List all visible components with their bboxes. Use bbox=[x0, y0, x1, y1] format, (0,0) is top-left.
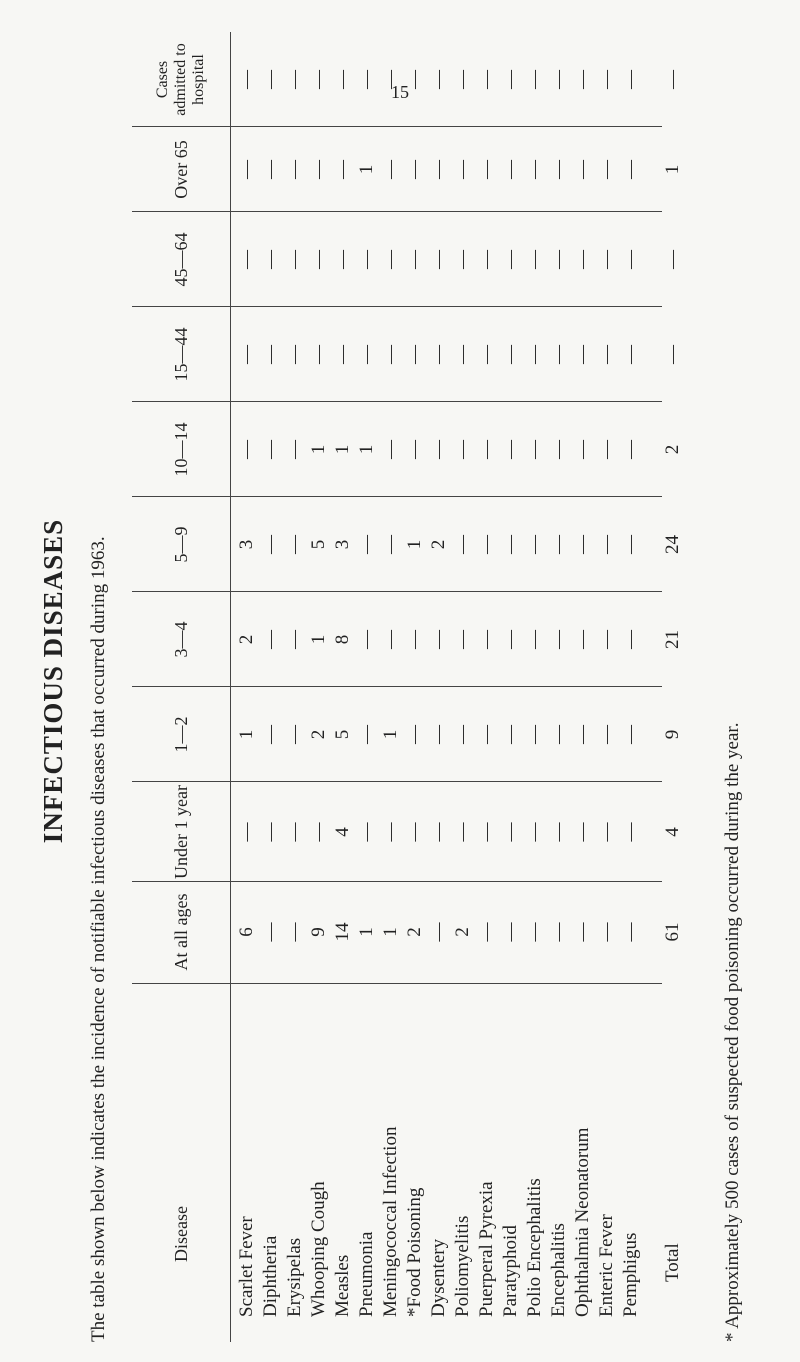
table-cell: — bbox=[404, 70, 425, 89]
table-cell: — bbox=[284, 822, 305, 842]
table-cell: — bbox=[260, 70, 281, 89]
table-row bbox=[356, 32, 380, 1342]
table-cell: 1 bbox=[380, 729, 401, 740]
table-cell: — bbox=[428, 725, 449, 744]
table-cell: — bbox=[596, 822, 617, 842]
table-cell: — bbox=[500, 160, 521, 179]
table-cell: — bbox=[596, 70, 617, 89]
table-cell: — bbox=[476, 725, 497, 744]
footnote: * Approximately 500 cases of suspected food poisoning occurred during the year. bbox=[722, 722, 743, 1342]
table-cell: — bbox=[428, 922, 449, 942]
table-cell: 5 bbox=[308, 539, 329, 550]
table-cell: — bbox=[620, 160, 641, 179]
total-row bbox=[662, 32, 686, 1342]
table-cell: 2 bbox=[452, 927, 473, 937]
table-cell: — bbox=[332, 160, 353, 179]
table-cell: — bbox=[260, 345, 281, 364]
table-cell: — bbox=[500, 535, 521, 554]
table-cell: — bbox=[500, 440, 521, 459]
table-cell: — bbox=[572, 440, 593, 459]
table-cell: — bbox=[380, 440, 401, 459]
header-rule bbox=[230, 32, 231, 1342]
table-cell: — bbox=[548, 822, 569, 842]
table-cell: 3 bbox=[332, 539, 353, 550]
table-cell: — bbox=[524, 725, 545, 744]
table-cell: — bbox=[620, 440, 641, 459]
table-row bbox=[236, 32, 260, 1342]
table-cell: — bbox=[548, 630, 569, 649]
table-cell: 9 bbox=[662, 729, 683, 740]
table-cell: — bbox=[236, 345, 257, 364]
disease-name: Polio Encephalitis bbox=[524, 1178, 545, 1317]
table-cell: — bbox=[596, 535, 617, 554]
table-cell: — bbox=[500, 345, 521, 364]
table-cell: 9 bbox=[308, 927, 329, 937]
header-5-9: 5—9 bbox=[170, 526, 191, 563]
table-cell: — bbox=[620, 922, 641, 942]
disease-name: Pemphigus bbox=[620, 1232, 641, 1317]
table-cell: — bbox=[332, 70, 353, 89]
table-cell: — bbox=[236, 822, 257, 842]
table-cell: — bbox=[260, 725, 281, 744]
table-cell: 1 bbox=[356, 444, 377, 455]
table-cell: 4 bbox=[662, 827, 683, 837]
table-cell: — bbox=[308, 160, 329, 179]
table-cell: — bbox=[572, 70, 593, 89]
table-cell: — bbox=[452, 822, 473, 842]
table-cell: — bbox=[620, 725, 641, 744]
table-cell: — bbox=[662, 345, 683, 364]
table-cell: 8 bbox=[332, 634, 353, 645]
header-admitted: Cases admitted to hospital bbox=[154, 43, 207, 116]
table-cell: — bbox=[620, 250, 641, 269]
table-cell: — bbox=[524, 535, 545, 554]
table-cell: — bbox=[572, 535, 593, 554]
table-cell: — bbox=[332, 345, 353, 364]
table-cell: — bbox=[404, 630, 425, 649]
table-cell: — bbox=[356, 535, 377, 554]
table-cell: — bbox=[524, 922, 545, 942]
table-cell: — bbox=[284, 160, 305, 179]
table-cell: — bbox=[476, 440, 497, 459]
table-cell: — bbox=[596, 630, 617, 649]
table-cell: 24 bbox=[662, 535, 683, 554]
disease-name: Enteric Fever bbox=[596, 1214, 617, 1317]
table-cell: — bbox=[620, 70, 641, 89]
table-cell: 3 bbox=[236, 539, 257, 550]
disease-name: Erysipelas bbox=[284, 1237, 305, 1317]
table-cell: — bbox=[380, 250, 401, 269]
table-row bbox=[404, 32, 428, 1342]
table-cell: — bbox=[620, 535, 641, 554]
table-cell: — bbox=[548, 160, 569, 179]
table-cell: 6 bbox=[236, 927, 257, 937]
table-cell: — bbox=[548, 70, 569, 89]
table-cell: 14 bbox=[332, 922, 353, 942]
table-cell: — bbox=[596, 250, 617, 269]
table-cell: — bbox=[284, 70, 305, 89]
header-all-ages: At all ages bbox=[170, 893, 191, 971]
table-cell: — bbox=[236, 70, 257, 89]
table-cell: — bbox=[596, 922, 617, 942]
table-cell: — bbox=[572, 822, 593, 842]
table-cell: — bbox=[332, 250, 353, 269]
table-row bbox=[500, 32, 524, 1342]
table-cell: — bbox=[284, 440, 305, 459]
table-cell: 1 bbox=[308, 444, 329, 455]
table-cell: 1 bbox=[236, 729, 257, 740]
table-cell: — bbox=[500, 70, 521, 89]
table-row bbox=[524, 32, 548, 1342]
table-cell: — bbox=[452, 250, 473, 269]
table-cell: — bbox=[452, 535, 473, 554]
table-cell: — bbox=[260, 250, 281, 269]
table-cell: — bbox=[524, 822, 545, 842]
disease-name: Pneumonia bbox=[356, 1231, 377, 1317]
page-number: 15 bbox=[391, 82, 409, 102]
table-cell: — bbox=[356, 345, 377, 364]
disease-name: Scarlet Fever bbox=[236, 1216, 257, 1317]
disease-name: Dysentery bbox=[428, 1238, 449, 1317]
table-cell: — bbox=[284, 250, 305, 269]
table-cell: — bbox=[380, 345, 401, 364]
table-cell: — bbox=[236, 440, 257, 459]
table-cell: — bbox=[260, 535, 281, 554]
disease-name: Total bbox=[662, 1243, 683, 1282]
table-cell: — bbox=[620, 822, 641, 842]
table-cell: — bbox=[428, 70, 449, 89]
disease-name: Encephalitis bbox=[548, 1223, 569, 1317]
table-cell: 1 bbox=[332, 444, 353, 455]
table-row bbox=[428, 32, 452, 1342]
table-cell: — bbox=[476, 535, 497, 554]
table-cell: — bbox=[524, 70, 545, 89]
table-cell: — bbox=[428, 250, 449, 269]
table-cell: 1 bbox=[356, 164, 377, 175]
table-cell: — bbox=[308, 822, 329, 842]
table-cell: — bbox=[662, 250, 683, 269]
header-15-44: 15—44 bbox=[170, 327, 191, 382]
table-cell: — bbox=[572, 160, 593, 179]
table-cell: — bbox=[308, 70, 329, 89]
table-cell: — bbox=[284, 630, 305, 649]
table-cell: — bbox=[356, 822, 377, 842]
table-cell: 2 bbox=[428, 539, 449, 550]
table-row bbox=[332, 32, 356, 1342]
header-1-2: 1—2 bbox=[170, 716, 191, 753]
table-row bbox=[548, 32, 572, 1342]
table-row bbox=[260, 32, 284, 1342]
disease-name: Meningococcal Infection bbox=[380, 1126, 401, 1317]
table-cell: — bbox=[452, 630, 473, 649]
table-row bbox=[284, 32, 308, 1342]
table-cell: — bbox=[596, 725, 617, 744]
table-cell: — bbox=[572, 345, 593, 364]
table-cell: — bbox=[596, 345, 617, 364]
table-cell: — bbox=[428, 822, 449, 842]
disease-name: Whooping Cough bbox=[308, 1181, 329, 1317]
table-cell: — bbox=[356, 70, 377, 89]
table-cell: 21 bbox=[662, 630, 683, 649]
table-cell: — bbox=[572, 725, 593, 744]
table-cell: 61 bbox=[662, 922, 683, 942]
table-cell: 1 bbox=[356, 927, 377, 937]
table-cell: — bbox=[452, 440, 473, 459]
diseases-table bbox=[132, 32, 683, 1342]
table-cell: — bbox=[356, 250, 377, 269]
table-cell: — bbox=[572, 250, 593, 269]
disease-name: *Food Poisoning bbox=[404, 1187, 425, 1317]
disease-name: Measles bbox=[332, 1254, 353, 1317]
table-cell: 2 bbox=[308, 729, 329, 740]
table-cell: — bbox=[380, 822, 401, 842]
table-cell: — bbox=[548, 440, 569, 459]
disease-name: Paratyphoid bbox=[500, 1225, 521, 1317]
table-cell: — bbox=[284, 535, 305, 554]
table-cell: — bbox=[284, 922, 305, 942]
table-cell: — bbox=[662, 70, 683, 89]
table-cell: — bbox=[428, 160, 449, 179]
table-cell: — bbox=[404, 440, 425, 459]
table-cell: — bbox=[500, 822, 521, 842]
table-cell: — bbox=[404, 725, 425, 744]
table-cell: — bbox=[356, 630, 377, 649]
table-cell: 1 bbox=[308, 634, 329, 645]
table-cell: — bbox=[260, 440, 281, 459]
table-cell: — bbox=[596, 160, 617, 179]
table-cell: — bbox=[428, 630, 449, 649]
table-cell: — bbox=[548, 922, 569, 942]
table-cell: — bbox=[476, 630, 497, 649]
table-cell: — bbox=[596, 440, 617, 459]
table-cell: — bbox=[404, 160, 425, 179]
disease-name: Poliomyelitis bbox=[452, 1215, 473, 1317]
table-cell: — bbox=[452, 70, 473, 89]
table-cell: — bbox=[548, 725, 569, 744]
table-cell: 1 bbox=[404, 539, 425, 550]
table-cell: — bbox=[620, 345, 641, 364]
table-cell: — bbox=[572, 922, 593, 942]
table-row bbox=[620, 32, 644, 1342]
table-row bbox=[308, 32, 332, 1342]
table-cell: — bbox=[380, 70, 401, 89]
header-45-64: 45—64 bbox=[170, 232, 191, 287]
table-cell: — bbox=[428, 345, 449, 364]
table-cell: — bbox=[572, 630, 593, 649]
table-cell: — bbox=[500, 922, 521, 942]
disease-name: Puerperal Pyrexia bbox=[476, 1181, 497, 1317]
table-cell: — bbox=[476, 345, 497, 364]
table-cell: — bbox=[284, 725, 305, 744]
header-disease: Disease bbox=[170, 1206, 191, 1262]
table-cell: — bbox=[404, 345, 425, 364]
table-row bbox=[452, 32, 476, 1342]
table-cell: — bbox=[428, 440, 449, 459]
table-cell: — bbox=[260, 822, 281, 842]
table-cell: — bbox=[452, 345, 473, 364]
table-cell: — bbox=[476, 250, 497, 269]
table-cell: — bbox=[524, 160, 545, 179]
table-cell: 4 bbox=[332, 827, 353, 837]
table-row bbox=[476, 32, 500, 1342]
table-cell: — bbox=[260, 630, 281, 649]
section-heading: INFECTIOUS DISEASES bbox=[38, 518, 68, 844]
table-cell: — bbox=[548, 250, 569, 269]
table-cell: — bbox=[548, 345, 569, 364]
table-cell: 2 bbox=[662, 444, 683, 455]
table-cell: — bbox=[380, 535, 401, 554]
table-cell: — bbox=[404, 250, 425, 269]
table-cell: — bbox=[236, 160, 257, 179]
table-cell: — bbox=[308, 250, 329, 269]
table-header bbox=[132, 32, 230, 1342]
table-cell: — bbox=[476, 922, 497, 942]
table-cell: — bbox=[500, 630, 521, 649]
table-cell: — bbox=[500, 725, 521, 744]
table-cell: — bbox=[524, 250, 545, 269]
table-cell: — bbox=[260, 922, 281, 942]
header-10-14: 10—14 bbox=[170, 422, 191, 477]
table-cell: — bbox=[452, 160, 473, 179]
table-cell: — bbox=[380, 630, 401, 649]
table-cell: — bbox=[476, 70, 497, 89]
table-cell: — bbox=[284, 345, 305, 364]
table-cell: — bbox=[500, 250, 521, 269]
table-cell: — bbox=[452, 725, 473, 744]
table-cell: — bbox=[404, 822, 425, 842]
table-row bbox=[380, 32, 404, 1342]
table-cell: — bbox=[524, 440, 545, 459]
table-cell: 5 bbox=[332, 729, 353, 740]
table-cell: 1 bbox=[662, 164, 683, 175]
table-cell: — bbox=[236, 250, 257, 269]
header-under-1: Under 1 year bbox=[170, 785, 191, 879]
table-cell: — bbox=[524, 345, 545, 364]
table-cell: 1 bbox=[380, 927, 401, 937]
table-cell: 2 bbox=[236, 634, 257, 645]
header-3-4: 3—4 bbox=[170, 621, 191, 658]
table-cell: — bbox=[356, 725, 377, 744]
table-cell: — bbox=[524, 630, 545, 649]
table-cell: — bbox=[380, 160, 401, 179]
table-cell: — bbox=[548, 535, 569, 554]
intro-text: The table shown below indicates the incidence of notifiable infectious diseases that occurred during 1963. bbox=[88, 536, 109, 1342]
table-row bbox=[572, 32, 596, 1342]
table-cell: — bbox=[476, 160, 497, 179]
disease-name: Ophthalmia Neonatorum bbox=[572, 1127, 593, 1317]
table-cell: — bbox=[260, 160, 281, 179]
disease-name: Diphtheria bbox=[260, 1235, 281, 1317]
table-cell: 2 bbox=[404, 927, 425, 937]
table-cell: — bbox=[308, 345, 329, 364]
header-over-65: Over 65 bbox=[170, 140, 191, 199]
table-cell: — bbox=[476, 822, 497, 842]
table-cell: — bbox=[620, 630, 641, 649]
table-row bbox=[596, 32, 620, 1342]
